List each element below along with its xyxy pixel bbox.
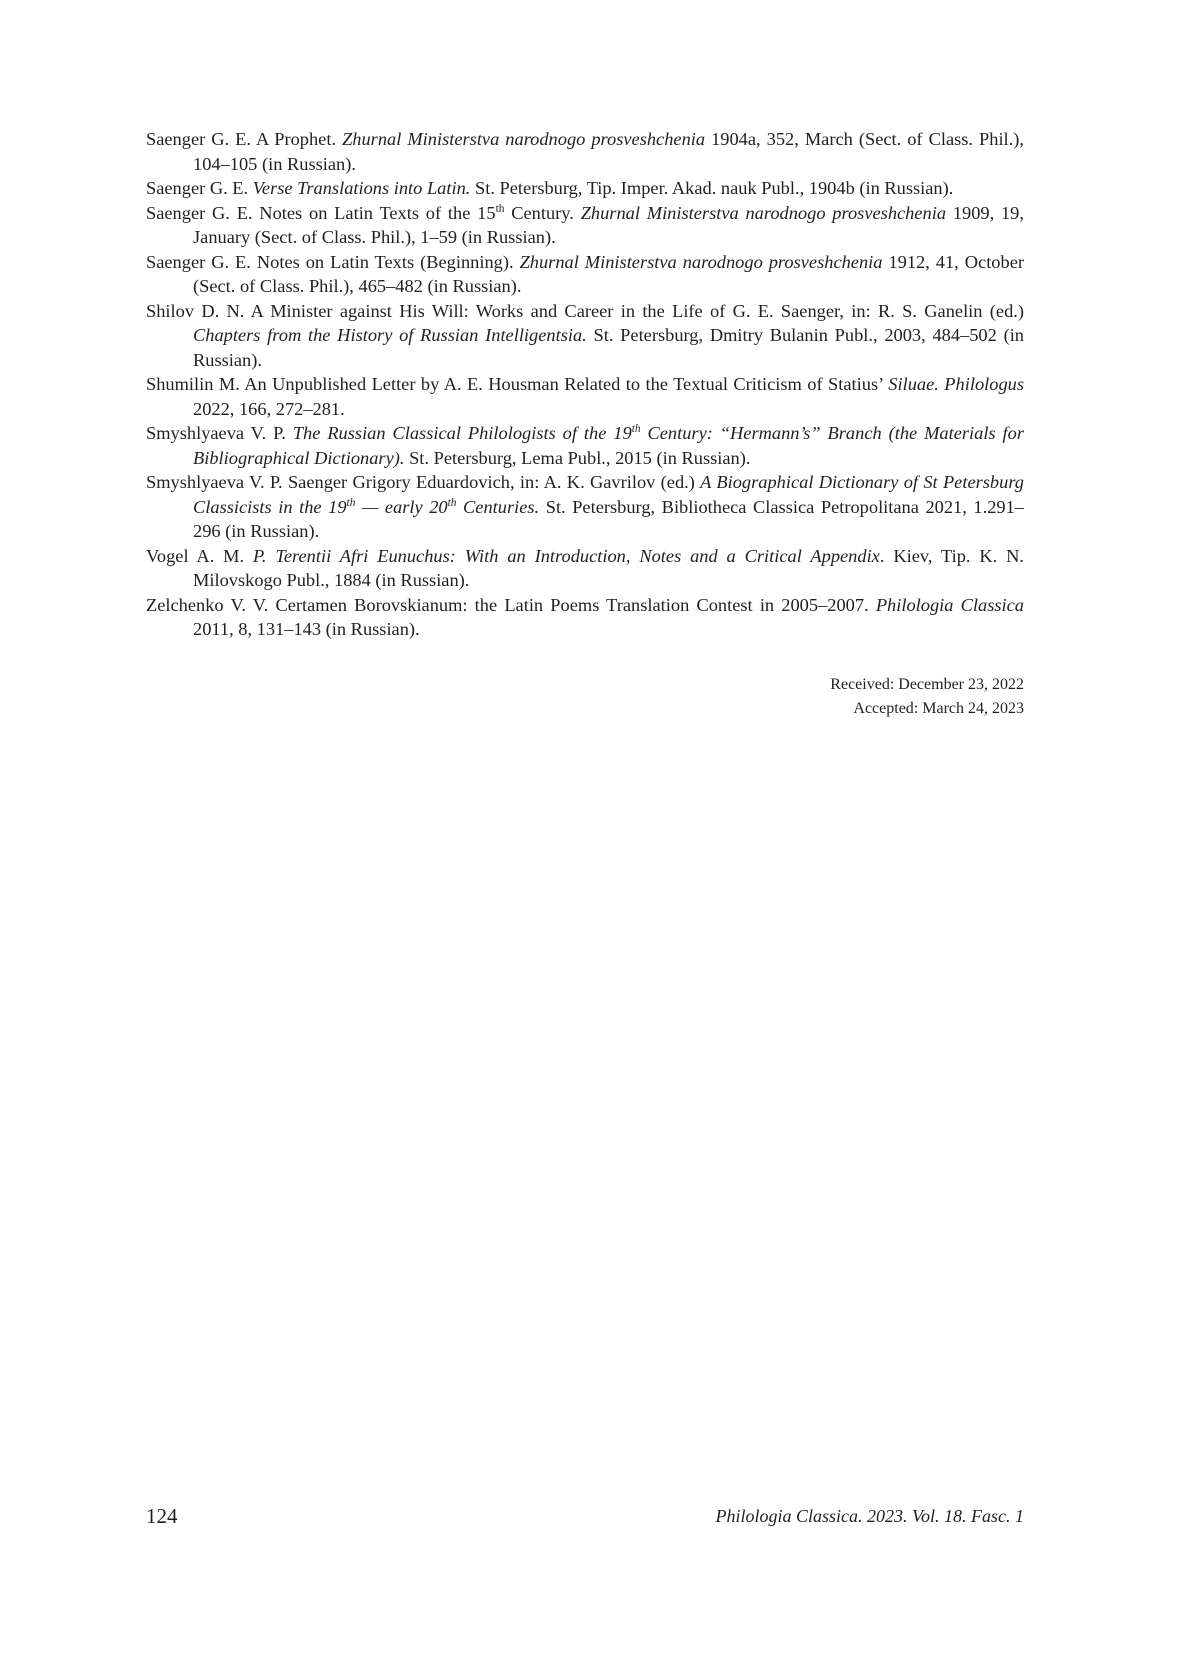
reference-list xyxy=(146,127,1024,642)
reference-entry xyxy=(146,593,1024,642)
reference-superscript: th xyxy=(631,422,641,435)
reference-text: Zelchenko V. V. Certamen Borovskianum: the Latin Poems Translation Contest in 2005–2007. xyxy=(146,594,876,615)
reference-text: 1912, 41, October (Sect. of Class. Phil.), 465–482 (in Russian). xyxy=(193,251,1024,296)
reference-italic-text: Zhurnal Ministerstva narodnogo prosveshchenia xyxy=(519,251,883,272)
reference-text: St. Petersburg, Bibliotheca Classica Petropolitana 2021, 1.291–296 (in Russian). xyxy=(193,496,1024,541)
reference-text: . Kiev, Tip. K. N. Milovskogo Publ., 1884 (in Russian). xyxy=(193,545,1024,590)
reference-entry xyxy=(146,544,1024,593)
reference-italic-text: A Biographical Dictionary of St Petersburg Classicists in the 19 xyxy=(193,472,1024,517)
reference-italic-text: Philologia Classica xyxy=(875,594,1024,615)
article-dates xyxy=(830,673,1024,721)
reference-text: Saenger G. E. A Prophet. xyxy=(146,129,343,149)
reference-italic-text: Zhurnal Ministerstva narodnogo prosveshchenia xyxy=(580,202,947,223)
reference-entry xyxy=(146,421,1024,470)
reference-text: Saenger G. E. xyxy=(146,178,253,198)
reference-text: St. Petersburg, Dmitry Bulanin Publ., 2003, 484–502 (in Russian). xyxy=(193,325,1024,370)
journal-citation: Philologia Classica. 2023. Vol. 18. Fasc. 1 xyxy=(715,1506,1024,1526)
reference-superscript: th xyxy=(346,496,356,509)
reference-italic-text: Zhurnal Ministerstva narodnogo prosveshchenia xyxy=(342,129,706,149)
received-date: Received: December 23, 2022 xyxy=(830,676,1024,693)
page-number: 124 xyxy=(146,1504,178,1528)
reference-entry xyxy=(146,201,1024,250)
reference-entry xyxy=(146,470,1024,544)
accepted-date: Accepted: March 24, 2023 xyxy=(853,700,1024,717)
reference-text: St. Petersburg, Tip. Imper. Akad. nauk Publ., 1904b (in Russian). xyxy=(470,178,954,198)
reference-text: Century. xyxy=(504,202,581,223)
reference-superscript: th xyxy=(447,496,457,509)
reference-italic-text: Chapters from the History of Russian Intelligentsia. xyxy=(193,325,587,345)
reference-italic-text: — early 20 xyxy=(355,496,448,517)
reference-italic-text: Century: “Hermann’s” Branch (the Materials for Bibliographical Dictionary). xyxy=(193,423,1025,468)
reference-superscript: th xyxy=(495,202,505,215)
reference-entry xyxy=(146,299,1024,373)
reference-italic-text: Centuries. xyxy=(456,496,540,517)
reference-text: Vogel A. M. xyxy=(146,545,254,566)
reference-entry xyxy=(146,372,1024,421)
reference-text: Shilov D. N. A Minister against His Will: Works and Career in the Life of G. E. Saenger, in: R. S. Ganelin (ed.) xyxy=(146,300,1024,321)
reference-text: St. Petersburg, Lema Publ., 2015 (in Russian). xyxy=(404,447,751,468)
reference-italic-text: P. Terentii Afri Eunuchus: With an Introduction, Notes and a Critical Appendix xyxy=(253,545,880,566)
reference-entry xyxy=(146,250,1024,299)
reference-italic-text: Verse Translations into Latin. xyxy=(252,178,471,198)
reference-text: Saenger G. E. Notes on Latin Texts of the 15 xyxy=(146,202,496,223)
reference-text: 1904a, 352, March (Sect. of Class. Phil.), 104–105 (in Russian). xyxy=(193,129,1024,174)
reference-text: Smyshlyaeva V. P. xyxy=(146,423,293,443)
reference-text: Smyshlyaeva V. P. Saenger Grigory Eduardovich, in: A. K. Gavrilov (ed.) xyxy=(146,472,701,492)
reference-text: Saenger G. E. Notes on Latin Texts (Beginning). xyxy=(146,251,520,272)
reference-text: 2022, 166, 272–281. xyxy=(193,398,345,419)
reference-italic-text: Siluae. Philologus xyxy=(888,374,1024,394)
reference-text: 2011, 8, 131–143 (in Russian). xyxy=(193,619,420,639)
reference-text: Shumilin M. An Unpublished Letter by A. E. Housman Related to the Textual Criticism of Statius’ xyxy=(146,374,889,394)
reference-entry xyxy=(146,176,1024,201)
reference-entry xyxy=(146,127,1024,176)
reference-text: 1909, 19, January (Sect. of Class. Phil.), 1–59 (in Russian). xyxy=(193,202,1024,247)
reference-italic-text: The Russian Classical Philologists of the 19 xyxy=(292,423,632,443)
